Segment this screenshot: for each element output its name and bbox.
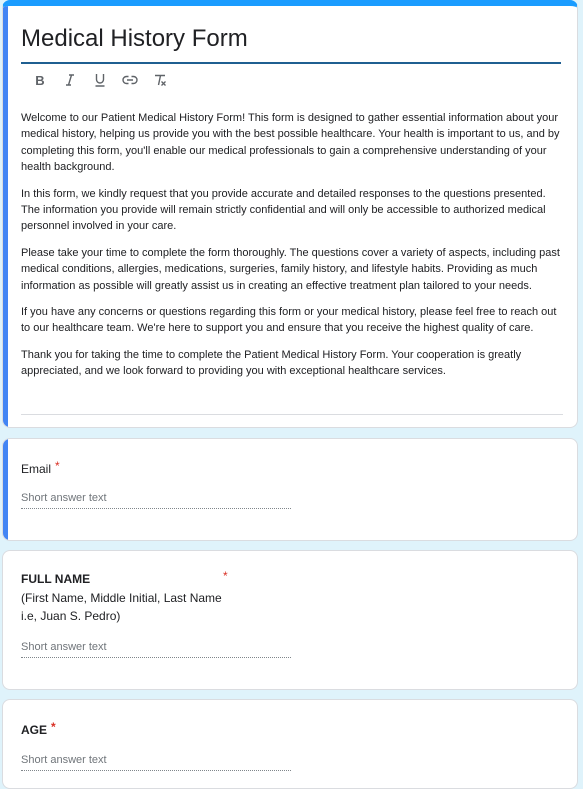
question-title-age — [21, 720, 56, 737]
question-card-full-name[interactable] — [2, 550, 578, 690]
form-header-card[interactable] — [2, 0, 578, 428]
bold-button[interactable] — [25, 68, 55, 92]
subtitle-line: (First Name, Middle Initial, Last Name — [21, 591, 222, 605]
link-button[interactable] — [115, 68, 145, 92]
clear-format-icon — [153, 73, 167, 87]
italic-icon — [64, 74, 76, 86]
clear-format-button[interactable] — [145, 68, 175, 92]
bold-icon: B — [35, 72, 45, 88]
form-description[interactable] — [21, 110, 566, 390]
description-paragraph: Please take your time to complete the form thoroughly. The questions cover a variety of aspects, including past medical conditions, allergies, medications, surgeries, family history, and lifestyle habits. Providing as much information as possible will greatly assist us in creating an effective treatment plan tailored to your needs. — [21, 246, 560, 292]
email-answer-input[interactable]: Short answer text — [21, 492, 291, 509]
description-paragraph: If you have any concerns or questions regarding this form or your medical history, please feel free to reach out to our healthcare team. We're here to support you and ensure that you receive the highest quality of care. — [21, 306, 557, 335]
required-asterisk: * — [223, 569, 228, 583]
underline-button[interactable] — [85, 68, 115, 92]
description-divider — [21, 414, 563, 415]
link-icon — [122, 75, 138, 85]
format-toolbar — [25, 68, 175, 92]
description-paragraph: Welcome to our Patient Medical History Form! This form is designed to gather essential information about your medical history, helping us provide you with the best possible healthcare. Your health is important to us, and by completing this form, you'll enable our medical professionals to gain a comprehensive understanding of your health background. — [21, 112, 560, 174]
question-card-age[interactable] — [2, 699, 578, 789]
required-asterisk: * — [55, 459, 60, 473]
underline-icon — [94, 73, 106, 87]
required-asterisk: * — [51, 720, 56, 734]
subtitle-line: i.e, Juan S. Pedro) — [21, 609, 121, 623]
question-card-email[interactable] — [2, 438, 578, 541]
question-title-full-name: FULL NAME — [21, 572, 91, 586]
italic-button[interactable] — [55, 68, 85, 92]
form-title-input[interactable]: Medical History Form — [21, 24, 561, 64]
description-paragraph: In this form, we kindly request that you provide accurate and detailed responses to the questions presented. The information you provide will remain strictly confidential and will only be accessible to authorized medical personnel involved in your care. — [21, 187, 546, 233]
description-paragraph: Thank you for taking the time to complete the Patient Medical History Form. Your cooperation is greatly appreciated, and we look forward to providing you with exceptional healthcare services. — [21, 348, 522, 378]
question-label: Email — [21, 462, 52, 476]
question-label: AGE — [21, 723, 48, 737]
question-title-email — [21, 459, 60, 476]
age-answer-input[interactable]: Short answer text — [21, 754, 291, 771]
full-name-answer-input[interactable]: Short answer text — [21, 641, 291, 658]
question-subtitle-full-name — [21, 589, 241, 625]
